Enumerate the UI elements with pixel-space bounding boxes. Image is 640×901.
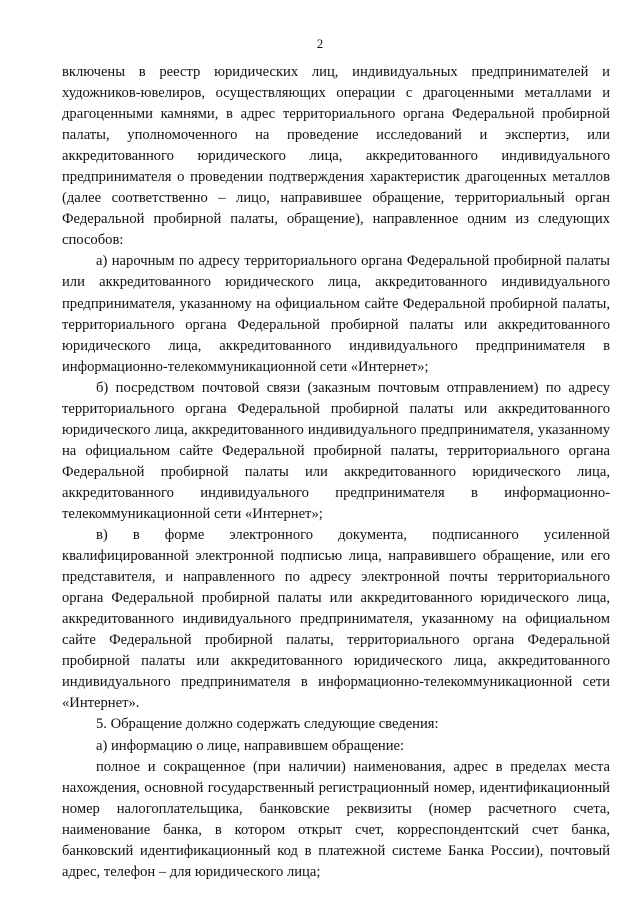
paragraph-item-v: в) в форме электронного документа, подписанного усиленной квалифицированной электронной подписью лица, направившего обращение, или его представителя, и направленного по адресу электронной почты территориального органа Федеральной пробирной палаты или аккредитованного юридического лица, аккредитованного индивидуального предпринимателя, указанному на официальном сайте Федеральной пробирной палаты, территориального органа Федеральной пробирной палаты или аккредитованного юридического лица, аккредитованного индивидуального предпринимателя в информационно-телекоммуникационной сети «Интернет». [62, 527, 610, 712]
paragraph-item-a: а) нарочным по адресу территориального органа Федеральной пробирной палаты или аккредитованного юридического лица, аккредитованного индивидуального предпринимателя, указанному на официальном сайте Федеральной пробирной палаты, территориального органа Федеральной пробирной палаты или аккредитованного юридического лица, аккредитованного индивидуального предпринимателя в информационно-телекоммуникационной сети «Интернет»; [62, 253, 610, 375]
document-body [62, 62, 610, 883]
page-number: 2 [316, 36, 324, 51]
paragraph-section-5-item-a: а) информацию о лице, направившем обращение: [96, 737, 405, 754]
paragraph-section-5: 5. Обращение должно содержать следующие сведения: [96, 716, 439, 733]
paragraph-legal-entity-details: полное и сокращенное (при наличии) наименования, адрес в пределах места нахождения, основной государственный регистрационный номер, идентификационный номер налогоплательщика, банковские реквизиты (номер расчетного счета, наименование банка, в котором открыт счет, корреспондентский счет банка, банковский идентификационный код в платежной системе Банка России), почтовый адрес, телефон – для юридического лица; [62, 758, 610, 880]
paragraph-item-b: б) посредством почтовой связи (заказным почтовым отправлением) по адресу территориального органа Федеральной пробирной палаты или аккредитованного юридического лица, аккредитованного индивидуального предпринимателя, указанному на официальном сайте Федеральной пробирной палаты, территориального органа Федеральной пробирной палаты или аккредитованного юридического лица, аккредитованного индивидуального предпринимателя в информационно-телекоммуникационной сети «Интернет»; [62, 379, 610, 522]
paragraph-continuation: включены в реестр юридических лиц, индивидуальных предпринимателей и художников-ювелиров, осуществляющих операции с драгоценными металлами и драгоценными камнями, в адрес территориального органа Федеральной пробирной палаты, уполномоченного на проведение исследований и экспертиз, или аккредитованного юридического лица, аккредитованного индивидуального предпринимателя о проведении подтверждения характеристик драгоценных металлов (далее соответственно – лицо, направившее обращение, территориальный орган Федеральной пробирной палаты, обращение), направленное одним из следующих способов: [62, 64, 610, 249]
